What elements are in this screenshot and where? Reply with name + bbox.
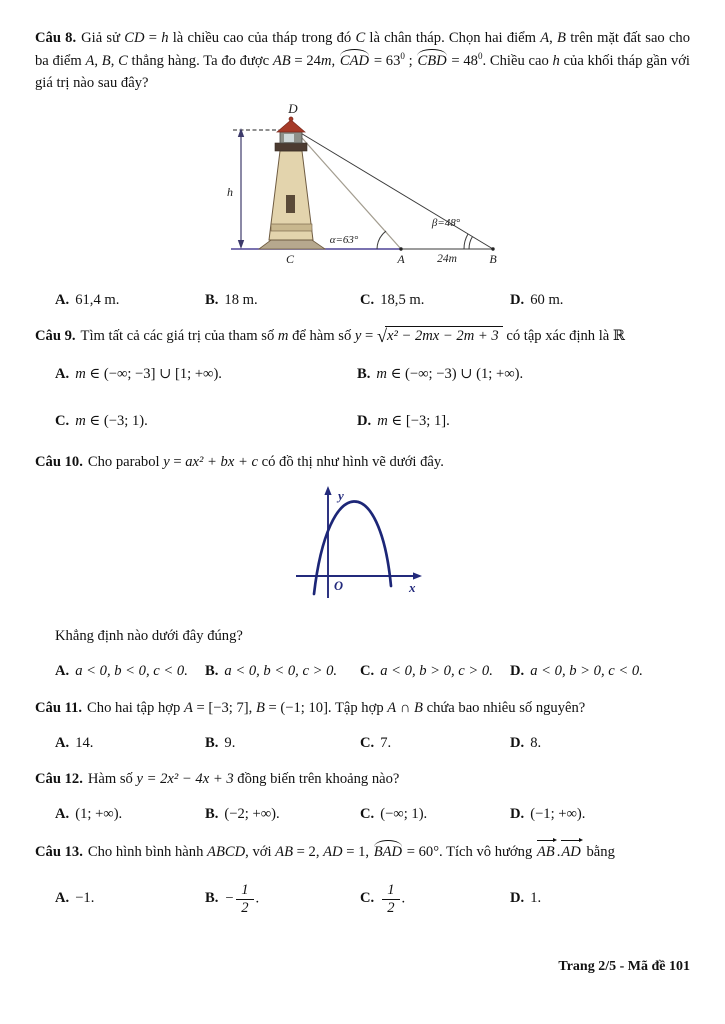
question-12-label: Câu 12.	[35, 771, 83, 788]
page-footer: Trang 2/5 - Mã đề 101	[558, 959, 690, 974]
text-segment: thẳng hàng. Ta đo được	[127, 52, 273, 69]
option-label: A.	[55, 662, 70, 679]
option-text	[380, 733, 391, 755]
text-segment: = 60°. Tích vô hướng	[403, 844, 536, 861]
text-segment: = 2x² − 4x + 3	[142, 771, 234, 788]
text-segment: =	[169, 454, 186, 471]
text-segment: chứa bao nhiêu số nguyên?	[422, 699, 586, 716]
text-segment: CD	[124, 30, 145, 46]
text-segment: ax² + bx + c	[185, 454, 258, 471]
text-segment: là chân tháp. Chọn hai điểm	[365, 30, 541, 46]
text-segment: Hàm số	[87, 771, 137, 788]
option-text	[75, 661, 188, 683]
text-segment: =	[144, 30, 162, 46]
question-9	[35, 326, 690, 433]
question-9-option-b	[357, 364, 690, 386]
option-text	[75, 290, 119, 312]
text-segment: = 48	[447, 52, 478, 69]
lighthouse-band	[271, 224, 312, 231]
question-8	[35, 28, 690, 311]
option-text	[224, 804, 279, 826]
fraction	[382, 882, 399, 917]
question-13	[35, 841, 690, 916]
text-segment: 14.	[75, 734, 94, 751]
question-8-label: Câu 8.	[35, 30, 77, 46]
x-axis-arrow	[413, 572, 422, 579]
question-8-option-b	[205, 290, 360, 312]
text-segment: A	[540, 30, 550, 46]
option-text	[380, 804, 427, 826]
lighthouse-figure	[35, 99, 690, 277]
text-segment: ,	[331, 52, 339, 69]
question-12	[35, 769, 690, 826]
option-text	[530, 661, 643, 683]
text-segment: .	[401, 890, 406, 907]
text-segment: A	[387, 699, 397, 716]
question-10-options	[35, 661, 690, 683]
text-segment: 61,4 m.	[75, 291, 120, 308]
text-segment: ∈ (−3; 1).	[85, 413, 148, 430]
question-11-options	[35, 733, 690, 755]
question-10-option-a	[55, 661, 205, 683]
parabola-curve	[314, 501, 391, 594]
question-8-text	[35, 28, 690, 95]
option-text	[224, 661, 337, 683]
question-13-option-c	[360, 882, 510, 917]
lighthouse-cap	[277, 120, 305, 132]
option-text	[75, 411, 148, 433]
question-12-option-b	[205, 804, 360, 826]
text-segment: m	[75, 366, 86, 383]
option-label: B.	[205, 806, 219, 823]
text-segment: 0	[477, 51, 483, 62]
text-segment: (−∞; 1).	[380, 806, 428, 823]
text-segment: (−2; +∞).	[224, 806, 280, 823]
option-label: A.	[55, 806, 70, 823]
text-segment: là chiều cao của tháp trong đó	[168, 30, 356, 46]
text-segment: , với	[245, 844, 276, 861]
label-h: h	[226, 184, 233, 199]
question-8-option-c	[360, 290, 510, 312]
option-text	[224, 290, 257, 312]
option-text	[530, 804, 585, 826]
text-segment: C	[118, 52, 128, 69]
option-text	[380, 661, 493, 683]
option-text	[530, 888, 541, 910]
question-11-option-d	[510, 733, 690, 755]
text-segment: 2	[241, 899, 249, 916]
question-9-label: Câu 9.	[35, 328, 76, 345]
option-label: B.	[205, 662, 219, 679]
text-segment: 18 m.	[224, 291, 258, 308]
text-segment: = (−1; 10]. Tập hợp	[264, 699, 388, 716]
text-segment: ABCD	[207, 844, 246, 861]
question-13-option-b	[205, 882, 360, 917]
text-segment: B	[255, 699, 265, 716]
text-segment: Cho hai tập hợp	[87, 699, 184, 716]
text-segment: √	[376, 326, 387, 347]
text-segment: ∩	[396, 699, 415, 716]
text-segment: 18,5 m.	[380, 291, 425, 308]
text-segment: CBD	[417, 52, 447, 69]
text-segment: A	[85, 52, 95, 69]
text-segment: 9.	[224, 734, 236, 751]
lighthouse-base-rock	[259, 240, 325, 249]
point-B-dot	[491, 247, 494, 250]
option-label: D.	[510, 806, 525, 823]
text-segment: m	[277, 328, 289, 345]
text-segment: 7.	[380, 734, 392, 751]
text-segment: −1.	[75, 890, 95, 907]
label-B: B	[488, 251, 497, 266]
text-segment: m	[376, 366, 387, 383]
lighthouse-diagram	[213, 99, 513, 269]
text-segment: y	[163, 454, 170, 471]
text-segment: Cho hình bình hành	[87, 844, 208, 861]
question-12-text	[35, 769, 690, 791]
text-segment: ℝ	[612, 328, 626, 345]
text-segment: Tìm tất cả các giá trị của tham số	[80, 328, 278, 345]
label-beta: β=48°	[431, 216, 460, 229]
option-label: C.	[360, 662, 375, 679]
text-segment: ,	[110, 52, 119, 69]
question-12-body	[88, 771, 400, 787]
option-label: C.	[360, 890, 375, 907]
text-segment: của khối tháp gần với giá trị nào sau đây?	[35, 52, 690, 91]
angle-arc-B2	[463, 234, 467, 249]
text-segment: x² − 2mx − 2m + 3	[385, 326, 503, 344]
text-segment: m	[377, 413, 388, 430]
label-C: C	[285, 251, 294, 266]
text-segment: C	[355, 30, 366, 46]
text-segment: có đồ thị như hình vẽ dưới đây.	[257, 454, 444, 471]
sight-line-DB	[294, 129, 493, 249]
option-label: C.	[360, 734, 375, 751]
question-10-prompt: Khẳng định nào dưới đây đúng?	[55, 627, 243, 644]
text-segment: 1	[236, 882, 253, 900]
option-label: D.	[510, 890, 525, 907]
text-segment: B	[101, 52, 111, 69]
option-label: C.	[360, 291, 375, 308]
text-segment: AD	[561, 844, 581, 861]
question-13-body	[88, 844, 615, 860]
text-segment: Cho parabol	[87, 454, 164, 471]
option-text	[377, 411, 450, 433]
question-10-option-c	[360, 661, 510, 683]
question-13-options	[35, 882, 690, 917]
question-13-option-a	[55, 888, 205, 910]
option-label: A.	[55, 890, 70, 907]
arrow-up	[237, 128, 243, 137]
label-A: A	[396, 251, 405, 266]
question-11-option-c	[360, 733, 510, 755]
question-12-option-c	[360, 804, 510, 826]
question-12-option-a	[55, 804, 205, 826]
text-segment: 1.	[530, 890, 542, 907]
option-text	[530, 733, 541, 755]
text-segment: đồng biến trên khoảng nào?	[233, 771, 400, 788]
lighthouse-gallery	[275, 143, 307, 151]
text-segment: (−1; +∞).	[530, 806, 586, 823]
question-11-text	[35, 698, 690, 720]
option-label: D.	[510, 734, 525, 751]
parabola-diagram	[278, 480, 448, 610]
text-segment: = 24	[290, 52, 321, 69]
option-label: D.	[510, 662, 525, 679]
option-label: B.	[205, 890, 219, 907]
question-10-text	[35, 452, 690, 474]
text-segment: ∈ (−∞; −3] ∪ [1; +∞).	[85, 366, 222, 383]
option-text	[75, 804, 122, 826]
text-segment: m	[75, 413, 86, 430]
text-segment: CAD	[339, 52, 370, 69]
option-text	[380, 882, 405, 917]
question-11-body	[87, 700, 585, 716]
question-9-option-a	[55, 364, 357, 386]
option-text	[75, 888, 94, 910]
text-segment: −	[224, 890, 235, 907]
text-segment: AB	[275, 844, 293, 861]
option-label: B.	[205, 291, 219, 308]
label-y: y	[337, 488, 344, 504]
text-segment: 2	[387, 899, 395, 916]
question-9-body	[80, 326, 626, 347]
text-segment: a < 0, b > 0, c < 0.	[530, 662, 643, 679]
question-10-option-b	[205, 661, 360, 683]
option-label: D.	[357, 413, 372, 430]
text-segment: AD	[323, 844, 343, 861]
question-9-option-d	[357, 411, 690, 433]
question-10-body	[88, 454, 444, 470]
question-8-option-d	[510, 290, 690, 312]
text-segment: 60 m.	[530, 291, 564, 308]
angle-arc-A	[377, 231, 386, 249]
text-segment: để hàm số	[288, 328, 355, 345]
point-A-dot	[399, 247, 402, 250]
option-label: B.	[205, 734, 219, 751]
text-segment: ,	[94, 52, 102, 69]
text-segment: AB	[272, 52, 291, 69]
text-segment: BAD	[373, 844, 403, 861]
text-segment: =	[361, 328, 377, 345]
text-segment: a < 0, b > 0, c > 0.	[380, 662, 493, 679]
option-text	[75, 733, 93, 755]
question-11	[35, 698, 690, 755]
text-segment: có tập xác định là	[502, 328, 613, 345]
text-segment: ;	[404, 52, 417, 69]
option-label: C.	[55, 413, 70, 430]
text-segment: (1; +∞).	[75, 806, 123, 823]
text-segment: y	[354, 328, 362, 345]
option-text	[224, 733, 235, 755]
angle-arc-B1	[469, 236, 473, 249]
text-segment: = 63	[370, 52, 401, 69]
text-segment: y	[136, 771, 143, 788]
fraction	[236, 882, 253, 917]
option-label: A.	[55, 291, 70, 308]
text-segment: B	[414, 699, 423, 716]
question-9-options	[35, 364, 690, 433]
question-11-label: Câu 11.	[35, 699, 83, 716]
y-axis-arrow	[324, 486, 331, 495]
text-segment: 0	[400, 51, 405, 62]
question-13-text	[35, 841, 690, 864]
option-label: C.	[360, 806, 375, 823]
label-alpha: α=63°	[329, 233, 358, 246]
label-O: O	[333, 579, 343, 594]
text-segment: m	[320, 52, 332, 69]
text-segment: 1	[382, 882, 399, 900]
text-segment: a < 0, b < 0, c < 0.	[75, 662, 188, 679]
arrow-down	[237, 240, 243, 249]
question-10	[35, 452, 690, 683]
parabola-figure	[35, 480, 690, 618]
question-10-option-d	[510, 661, 690, 683]
text-segment: h	[161, 30, 169, 46]
text-segment: = [−3; 7],	[192, 699, 256, 716]
question-9-text	[35, 326, 690, 348]
text-segment: .	[255, 890, 260, 907]
text-segment: . Chiều cao	[482, 52, 553, 69]
question-9-option-c	[55, 411, 357, 433]
text-segment: bằng	[582, 844, 615, 861]
question-12-option-d	[510, 804, 690, 826]
option-text	[380, 290, 424, 312]
option-text	[376, 364, 523, 386]
option-label: A.	[55, 366, 70, 383]
question-12-options	[35, 804, 690, 826]
text-segment: 8.	[530, 734, 542, 751]
question-13-option-d	[510, 888, 690, 910]
option-label: A.	[55, 734, 70, 751]
question-8-body	[35, 30, 690, 91]
text-segment: .	[556, 844, 561, 861]
text-segment: a < 0, b < 0, c > 0.	[224, 662, 338, 679]
text-segment: B	[557, 30, 566, 46]
option-label: D.	[510, 291, 525, 308]
label-x: x	[408, 580, 415, 596]
option-text	[75, 364, 222, 386]
text-segment: ∈ [−3; 1].	[387, 413, 450, 430]
text-segment: = 1,	[342, 844, 373, 861]
question-8-options	[35, 290, 690, 312]
question-8-option-a	[55, 290, 205, 312]
option-text	[224, 882, 259, 917]
text-segment: trên mặt đất sao cho ba điểm	[35, 30, 691, 69]
text-segment: ∈ (−∞; −3) ∪ (1; +∞).	[386, 366, 524, 383]
text-segment: h	[552, 52, 560, 69]
lighthouse-finial	[289, 117, 293, 121]
question-11-option-a	[55, 733, 205, 755]
text-segment: Giả sử	[81, 30, 125, 46]
label-24m: 24m	[436, 252, 457, 265]
text-segment: ,	[549, 30, 558, 46]
lighthouse-window	[284, 134, 294, 142]
option-text	[530, 290, 563, 312]
label-D: D	[287, 100, 298, 116]
question-11-option-b	[205, 733, 360, 755]
text-segment: AB	[536, 844, 555, 861]
question-10-label: Câu 10.	[35, 454, 83, 471]
option-label: B.	[357, 366, 371, 383]
question-13-label: Câu 13.	[35, 844, 83, 861]
text-segment: A	[183, 699, 193, 716]
text-segment: = 2,	[293, 844, 324, 861]
lighthouse-door	[286, 195, 295, 213]
